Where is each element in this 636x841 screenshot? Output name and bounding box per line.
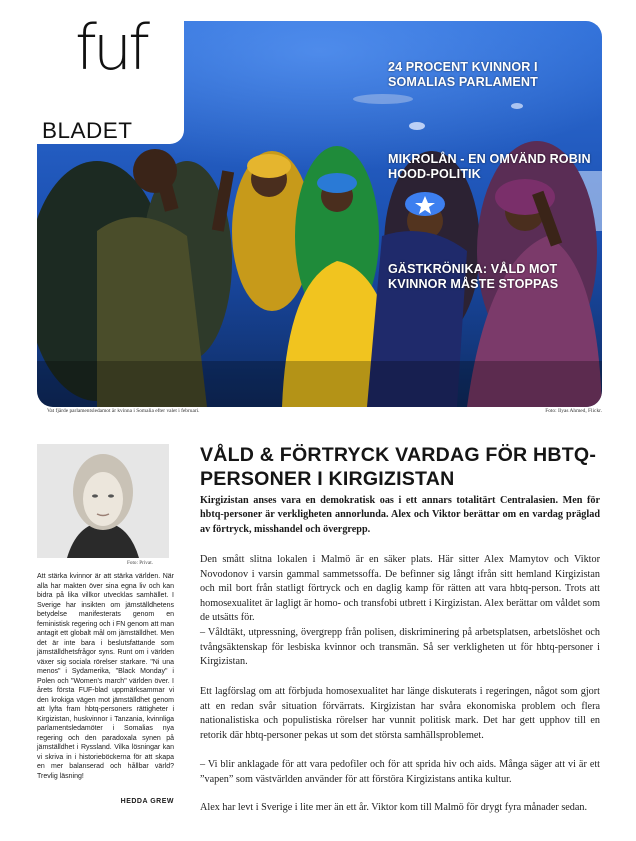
photo-caption: Vat fjärde parlamentsledamot är kvinna i Somalia efter valet i februari. <box>47 408 200 414</box>
article-paragraph: – Vi blir anklagade för att vara pedofiler och för att sprida hiv och aids. Många säger att vi är ett ”vapen” som västvärlden använder för att förstöra Kirgizistans antika kultur. <box>200 759 600 785</box>
logo-fuf-text: fuf <box>75 11 146 84</box>
article-lead: Kirgizistan anses vara en demokratisk oas i ett annars totalitärt Centralasien. Men för hbtq-personer är verkligheten annorlunda. Alex och Viktor berättar om en vardag präglad av förtryck, misshandel och övergrepp. <box>200 495 600 535</box>
photo-credit: Foto: Ilyas Ahmed, Flickr. <box>545 408 602 414</box>
portrait-illustration <box>37 444 169 558</box>
cover-headline-guest-column: GÄSTKRÖNIKA: VÅLD MOT KVINNOR MÅSTE STOPPAS <box>388 262 559 291</box>
editorial-text: Att stärka kvinnor är att stärka världen. När alla har makten över sina egna liv och kan bidra på lika villkor utvecklas samhället. I Sverige har insikten om jämställdhetens betydelse manifesterats genom en feministisk regering och i FN genom att man antagit ett globalt mål om jämställdhet. Men det är inte bara i beslutsfattande som jämställdhetsfrågor syns. Runt om i världen växer sig sociala rörelser starkare. "Ni una menos" i Sydamerika, "Black Monday" i Polen och "Women's march" världen över. I årets första FUF-blad uppmärksammar vi den krokiga vägen mot jämställdhet genom att lyfta fram hbtq-personers rättigheter i Kirgizistan, huskvinnor i Tanzania, kvinnliga parlamentsledamöter i Somalias nya regering och den paradoxala synen på jämställdhet i Ryssland. Vilka lösningar kan vi skriva in i historieböckerna för att skapa en mer balanserad och hållbar värld? Trevlig läsning! <box>37 573 174 780</box>
article-paragraph: Alex har levt i Sverige i lite mer än ett år. Viktor kom till Malmö för drygt fyra månader sedan. <box>200 802 588 813</box>
author-portrait <box>37 444 169 558</box>
editorial-signature: HEDDA GREW <box>120 798 174 805</box>
fuf-bladet-logo <box>37 11 184 144</box>
article-paragraph: – Våldtäkt, utpressning, övergrepp från polisen, diskriminering på arbetsplatsen, arbetslöshet och tvångsäktenskap för lesbiska kvinnor och transmän. Så ser verkligheten ut för hbtq-personer i Kirgizistan. <box>200 627 600 668</box>
cover-headline-microloans: MIKROLÅN - EN OMVÄND ROBIN HOOD-POLITIK <box>388 152 591 181</box>
article-paragraph: Ett lagförslag om att förbjuda homosexualitet har länge diskuterats i regeringen, något som gjort att en redan svår situation förvärrats. Kirgizistan har svåra ekonomiska problem och flera nationalistiska och populistiska rörelser har vunnit politisk mark. Det har gett upphov till en retorik där hbtq-personer pekas ut som det största samhällsproblemet. <box>200 686 600 741</box>
cover-headline-somalia: 24 PROCENT KVINNOR I SOMALIAS PARLAMENT <box>388 60 538 89</box>
logo-bladet-text: BLADET <box>42 118 133 143</box>
article-paragraph: Den smått slitna lokalen i Malmö är en säker plats. Här sitter Alex Mamytov och Viktor Novodonov i varsin gammal sammetssoffa. De befinner sig långt ifrån sitt hemland Kirgizistan och mil bort från statligt förtryck och en daglig kamp för rätten att vara hbtq-person. Trots att homosexualitet är lagligt är homo- och transfobi utbrett i Kirgizistan. Alex berättar om våldet som de utsätts för. <box>200 554 600 624</box>
portrait-credit: Foto: Privat. <box>127 560 153 566</box>
article-title: VÅLD & FÖRTRYCK VARDAG FÖR HBTQ-PERSONER I KIRGIZISTAN <box>200 444 597 490</box>
